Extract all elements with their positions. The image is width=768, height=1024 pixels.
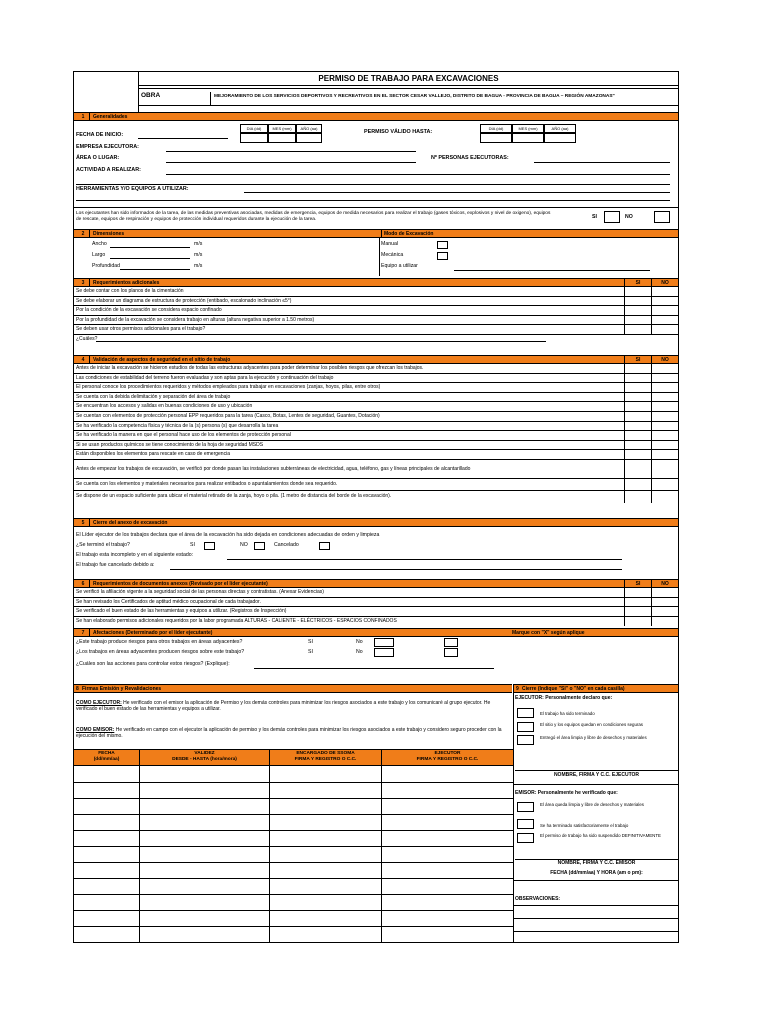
section-4-header: 4 Validación de aspectos de seguridad en el sitio de trabajo SI NO [74, 355, 678, 364]
fecha-inicio-date-boxes[interactable]: DIA (dd) MES (mm) AÑO (aa) [240, 124, 322, 143]
list-item: Si se usan productos químicos se tiene conocimiento de la hoja de seguridad MSDS [74, 441, 678, 451]
mecanica-label: Mecánica [381, 252, 404, 258]
list-item: Se debe elaborar un diagrama de estructura de protección (entibado, escalonado inclinación ≤5°) [74, 297, 678, 307]
como-ejecutor-block: COMO EJECUTOR: He verificado con el emisor la aplicación de Permiso y los demás controles para minimizar los riesgos asociados a este trabajo y los comunicaré al grupo ejecutor. He verificado el buen estado de las herramientas y equipos a utilizar. [76, 700, 491, 712]
modo-excavacion-title: Modo de Excavación [381, 230, 433, 238]
col-validez-header: VALIDEZ DESDE - HASTA (hora/mora) [140, 750, 270, 766]
col-encargado-header: ENCARGADO DE SSOMA FIRMA Y REGISTRO O C.C. [270, 750, 382, 766]
obra-row [139, 89, 678, 105]
herramientas-field[interactable] [244, 192, 670, 193]
fecha-inicio-label: FECHA DE INICIO: [76, 132, 124, 138]
fecha-inicio-field[interactable] [138, 138, 228, 139]
cierre-line-3: El trabajo esta incompleto y en el siguiente estado: [76, 552, 194, 558]
como-emisor-block: COMO EMISOR: He verificado en campo con el ejecutor la aplicación de permiso y los demás controles para minimizar los riesgos asociados a este trabajo y considero seguro proceder con la ejecución del mismo. [76, 727, 502, 739]
list-item: Se cuenta con los elementos y materiales necesarios para realizar entibados o apuntalamientos donde sea requerido. [74, 479, 678, 491]
cancelado-checkbox[interactable] [319, 542, 330, 550]
ejecutor-check-1[interactable] [517, 708, 534, 718]
herramientas-label: HERRAMIENTAS Y/O EQUIPOS A UTILIZAR: [76, 186, 189, 192]
section-3-list [74, 287, 678, 345]
mecanica-checkbox[interactable] [437, 252, 448, 260]
ancho-field[interactable] [110, 247, 190, 248]
list-item: Se debe contar con los planos de la cimentación [74, 287, 678, 297]
actividad-field[interactable] [166, 174, 670, 175]
emisor-check-2[interactable] [517, 819, 534, 829]
list-item: El personal conoce los procedimientos requeridos y métodos empleados para trabajar en excavaciones (zanjas, hoyos, pilas, entre otros) [74, 383, 678, 393]
terminado-si-checkbox[interactable] [204, 542, 215, 550]
terminado-no-checkbox[interactable] [254, 542, 265, 550]
section-4-title: Validación de aspectos de seguridad en el sitio de trabajo [89, 356, 230, 364]
obra-value: MEJORAMIENTO DE LOS SERVICIOS DEPORTIVOS Y RECREATIVOS EN EL SECTOR CESAR VALLEJO, DISTRITO DE BAGUA - PROVINCIA DE BAGUA – REGIÓN AMAZONAS" [214, 94, 615, 99]
list-item: Se verificó la afiliación vigente a la seguridad social de las personas directas y contratistas. (Anexar Evidencias) [74, 588, 678, 598]
header-title-row [139, 72, 678, 86]
list-item: Se encuentran los accesos y salidas en buenas condiciones de uso y ubicación [74, 402, 678, 412]
section-9-header: 9 Cierre (Indique "SI" o "NO" en cada casilla) [513, 684, 678, 693]
list-item: Se cuenta con la debida delimitación y separación del área de trabajo [74, 393, 678, 403]
equipo-field[interactable] [454, 270, 650, 271]
afectaciones-q2: ¿Los trabajos en áreas adyacentes producen riesgos sobre este trabajo? [76, 649, 245, 655]
empresa-label: EMPRESA EJECUTORA: [76, 144, 139, 150]
informed-si-checkbox[interactable] [604, 211, 620, 223]
cancelado-razon-field[interactable] [170, 569, 622, 570]
permiso-valido-label: PERMISO VÁLIDO HASTA: [364, 129, 433, 135]
list-item: Se ha verificado la competencia física y técnica de la (s) persona (s) que desarrolla la tarea [74, 422, 678, 432]
section-3-header: 3 Requerimientos adicionales SI NO [74, 278, 678, 287]
list-item: Se dispone de un espacio suficiente para ubicar el material retirado de la zanja, hoyo o pila. (1 metro de distancia del borde de la excavación). [74, 491, 678, 503]
list-item: ¿Cuáles? [74, 335, 678, 345]
personas-field[interactable] [534, 162, 670, 163]
section-6-header: 6 Requerimientos de documentos anexos (Revisado por el líder ejecutante) SI NO [74, 579, 678, 588]
section-2-header: 2 Dimensiones Modo de Excavación [74, 229, 678, 238]
observaciones-label: OBSERVACIONES: [515, 896, 561, 902]
acciones-field[interactable] [254, 668, 494, 669]
permiso-valido-date-boxes[interactable]: DIA (dd) MES (mm) AÑO (aa) [480, 124, 576, 143]
ejecutor-signature-field[interactable] [515, 770, 678, 771]
list-item: Están disponibles los elementos para rescate en caso de emergencia [74, 450, 678, 460]
col-ejecutor-header: EJECUTOR FIRMA Y REGISTRO O C.C. [382, 750, 513, 766]
col-fecha-header: FECHA (dd/mm/aa) [74, 750, 140, 766]
section-6-list [74, 588, 678, 626]
empresa-field[interactable] [166, 151, 416, 152]
informed-block: Los ejecutantes han sido informados de la tarea, de las medidas preventivas asociadas, medidas de emergencia, equipos de medida necesarios para realizar el trabajo (gases tóxicos, explosivos y nivel de oxigeno), equipos de rescate, equipos de respiración y equipos de protección individual requeridos durante la ejecución de la tarea. SI NO [74, 207, 678, 229]
list-item: Se ha verificado la manera en que el personal hace uso de los elementos de protección personal [74, 431, 678, 441]
ancho-label: Ancho [92, 241, 107, 247]
fecha-hora-label: FECHA (dd/mm/aa) Y HORA (am o pm): [550, 870, 643, 876]
cierre-line-4: El trabajo fue cancelado debido a: [76, 562, 155, 568]
ejecutor-declaro-heading: EJECUTOR: Personalmente declaro que: [515, 695, 613, 701]
manual-checkbox[interactable] [437, 241, 448, 249]
ejecutor-sign-label: NOMBRE, FIRMA Y C.C. EJECUTOR [553, 772, 640, 778]
list-item: Las condiciones de estabilidad del terreno fueron evaluadas y son aptas para la ejecución y continuación del trabajo [74, 374, 678, 384]
section-1-header: 1 Generalidades [74, 112, 678, 121]
q2-checkbox-a[interactable] [374, 648, 394, 657]
section-7-header: 7 Afectaciones (Determinado por el líder ejecutante) Marque con "X" según aplique [74, 628, 678, 637]
section-2-title: Dimensiones [89, 230, 379, 238]
list-item: Por la profundidad de la excavación se considera trabajo en alturas (altura negativa superior a 1.50 metros) [74, 316, 678, 326]
emisor-check-3[interactable] [517, 833, 534, 843]
section-4-list [74, 364, 678, 503]
profundidad-field[interactable] [120, 269, 190, 270]
area-field[interactable] [166, 162, 416, 163]
excavation-permit-form: PERMISO DE TRABAJO PARA EXCAVACIONES OBRA MEJORAMIENTO DE LOS SERVICIOS DEPORTIVOS Y RECREATIVOS EN EL SECTOR CESAR VALLEJO, DISTRITO DE BAGUA - PROVINCIA DE BAGUA – REGIÓN AMAZONAS" 1 Generalidades FECHA DE INICIO: DIA (dd) MES (mm) AÑO (aa) PERMISO VÁLIDO HASTA: DIA (dd) MES (mm) AÑO (aa) EMPRESA EJECUTORA: ÁREA O LUGAR: Nº PERSONAS EJECUTORAS: ACTIVIDAD A REALIZAR: HERRAMIENTAS Y/O EQUIPOS A UTILIZAR: Los ejecutantes han sido informados de la tarea, de las medidas preventivas asociadas, medidas de emergencia, equipos de medida necesarios para realizar el trabajo (gases tóxicos, explosivos y nivel de oxigeno), equipos de rescate, equipos de respiración y equipos de protección individual requeridos durante la ejecución de la tarea. SI NO 2 Dimensiones Modo de Excavación Ancho m/s Largo m/s Profundidad m/s Manual Mecánica Equipo a utilizar 3 Requerimientos adicionales SI NO Se debe contar con los planos de la cimentación Se debe elaborar un diagrama de estructura de protección (entibado, escalonado inclinación ≤5°) Por la condición de la excavación se considera espacio confinado Por la profundidad de la excavación se considera trabajo en alturas (altura negativa superior a 1.50 metros) Se deben usar otros permisos adicionales para el trabajo? ¿Cuáles? 4 Validación de aspectos de seguridad en el sitio de trabajo SI NO Antes de iniciar la excavación se hicieron estudios de todas las estructuras adyacentes para poder determinar los posibles riesgos que ofrezcan los trabajos. Las condiciones de estabilidad del terreno fueron evaluadas y son aptas para la ejecución y continuación del trabajo El personal conoce los procedimientos requeridos y métodos empleados para trabajar en excavaciones (zanjas, hoyos, pilas, entre otros) Se cuenta con la debida delimitación y separación del área de trabajo Se encuentran los accesos y salidas en buenas condiciones de uso y ubicación Se cuentan con elementos de protección personal EPP requeridos para la tarea (Casco, Botas, Lentes de seguridad, Guantes, Dotación) Se ha verificado la competencia física y técnica de la (s) persona (s) que desarrolla la tarea Se ha verificado la manera en que el personal hace uso de los elementos de protección personal Si se usan productos químicos se tiene conocimiento de la hoja de seguridad MSDS Están disponibles los elementos para rescate en caso de emergencia Antes de empezar los trabajos de excavación, se verificó por donde pasan las instalaciones subterráneas de electricidad, agua, teléfono, gas y líneas principales de alcantarillado Se cuenta con los elementos y materiales necesarios para realizar entibados o apuntalamientos donde sea requerido. Se dispone de un espacio suficiente para ubicar el material retirado de la zanja, hoyo o pila. (1 metro de distancia del borde de la excavación). 5 Cierre del anexo de excavación El Líder ejecutor de los trabajos declara que el área de la excavación ha sido dejada en condiciones adecuadas de orden y limpieza ¿Se terminó el trabajo? SI NO Cancelado El trabajo esta incompleto y en el siguiente estado: El trabajo fue cancelado debido a: 6 Requerimientos de documentos anexos (Revisado por el líder ejecutante) SI NO Se verificó la afiliación vigente a la seguridad social de las personas directas y contratistas. (Anexar Evidencias) Se han revisado los Certificados de aptitud médico ocupacional de cada trabajador. Se verificado el buen estado de las herramientas y equipos a utilizar. (Registros de Inspección) Se han elaborado permisos adicionales requeridos por la labor programada ALTURAS - CALIENTE - ELÉCTRICOS - ESPACIOS CONFINADOS 7 Afectaciones (Determinado por el líder ejecutante) Marque con "X" según aplique ¿Este trabajo produce riesgos para otros trabajos en áreas adyacentes? SI No ¿Los trabajos en áreas adyacentes producen riesgos sobre este trabajo? SI No ¿Cuáles son las acciones para controlar estos riesgos? (Explique): 8 Firmas Emisión y Revalidaciones 9 Cierre (Indique "SI" o "NO" en cada casilla) COMO EJECUTOR: He verificado con el emisor la aplicación de Permiso y los demás controles para minimizar los riesgos asociados a este trabajo y los comunicaré al grupo ejecutor. He verificado el buen estado de las herramientas y equipos a utilizar. COMO EMISOR: He verificado en campo con el ejecutor la aplicación de permiso y los demás controles para minimizar los riesgos asociados a este trabajo y considero seguro proceder con la ejecución del mismo. FECHA (dd/mm/aa) VALIDEZ DESDE - HASTA (hora/mora) ENCARGADO DE SSOMA FIRMA Y REGISTRO O C.C. EJECUTOR FIRMA Y REGISTRO O C.C. EJECUTOR: Personalmente declaro que: El trabajo ha sido terminado El sitio y los equipos quedan en condiciones seguras Entregó el área limpia y libre de desechos y materiales NOMBRE, FIRMA Y C.C. EJECUTOR EMISOR: Personalmente he verificado que: El área queda limpia y libre de desechos y materiales Se ha terminado satisfactoriamente el trabajo El permiso de trabajo ha sido suspendido DEFINITIVAMENTE NOMBRE, FIRMA Y C.C. EMISOR FECHA (dd/mm/aa) Y HORA (am o pm): OBSERVACIONES: [73, 71, 679, 943]
section-5-title: Cierre del anexo de excavación [89, 519, 167, 527]
section-5-header: 5 Cierre del anexo de excavación [74, 518, 678, 527]
afectaciones-q1: ¿Este trabajo produce riesgos para otros trabajos en áreas adyacentes? [76, 639, 243, 645]
signatures-table [74, 749, 513, 942]
section-8-header: 8 Firmas Emisión y Revalidaciones [74, 684, 512, 693]
emisor-verificado-heading: EMISOR: Personalmente he verificado que: [515, 790, 618, 796]
emisor-sign-label: NOMBRE, FIRMA Y C.C. EMISOR [557, 860, 636, 866]
area-label: ÁREA O LUGAR: [76, 155, 120, 161]
estado-field[interactable] [227, 559, 622, 560]
list-item: Antes de empezar los trabajos de excavación, se verificó por donde pasan las instalaciones subterráneas de electricidad, agua, teléfono, gas y líneas principales de alcantarillado [74, 460, 678, 479]
ejecutor-check-2[interactable] [517, 722, 534, 732]
list-item: Se verificado el buen estado de las herramientas y equipos a utilizar. (Registros de Inspección) [74, 607, 678, 617]
list-item: Se deben usar otros permisos adicionales para el trabajo? [74, 325, 678, 335]
informed-no-checkbox[interactable] [654, 211, 670, 223]
list-item: Se han revisado los Certificados de aptitud médico ocupacional de cada trabajador. [74, 598, 678, 608]
page-title: PERMISO DE TRABAJO PARA EXCAVACIONES [318, 74, 499, 83]
section-9-title: Cierre (Indique "SI" o "NO" en cada casilla) [522, 686, 625, 692]
section-7-title: Afectaciones (Determinado por el líder ejecutante) [89, 629, 212, 637]
afectaciones-q3: ¿Cuáles son las acciones para controlar estos riesgos? (Explique): [76, 661, 230, 667]
informed-text: Los ejecutantes han sido informados de la tarea, de las medidas preventivas asociadas, medidas de emergencia, equipos de medida necesarios para realizar el trabajo (gases tóxicos, explosivos y nivel de oxigeno), equipos de rescate, equipos de respiración y equipos de protección individual requeridos durante la ejecución de la tarea. [76, 211, 551, 222]
equipo-label: Equipo a utilizar [381, 263, 418, 269]
largo-field[interactable] [110, 258, 190, 259]
q1-checkbox-b[interactable] [444, 638, 458, 647]
largo-label: Largo [92, 252, 106, 258]
obra-label: OBRA [141, 92, 211, 105]
section-6-title: Requerimientos de documentos anexos (Revisado por el líder ejecutante) [89, 580, 268, 588]
emisor-check-1[interactable] [517, 802, 534, 812]
manual-label: Manual [381, 241, 399, 247]
ejecutor-check-3[interactable] [517, 735, 534, 745]
cierre-line-1: El Líder ejecutor de los trabajos declara que el área de la excavación ha sido dejada en condiciones adecuadas de orden y limpieza [76, 532, 380, 538]
cierre-line-2: ¿Se terminó el trabajo? [76, 542, 130, 548]
list-item: Se cuentan con elementos de protección personal EPP requeridos para la tarea (Casco, Botas, Lentes de seguridad, Guantes, Dotación) [74, 412, 678, 422]
list-item: Por la condición de la excavación se considera espacio confinado [74, 306, 678, 316]
section-3-title: Requerimientos adicionales [89, 279, 159, 287]
cuales-field[interactable] [96, 341, 546, 342]
section-8-title: Firmas Emisión y Revalidaciones [82, 686, 162, 692]
actividad-label: ACTIVIDAD A REALIZAR: [76, 167, 141, 173]
q1-checkbox-a[interactable] [374, 638, 394, 647]
q2-checkbox-b[interactable] [444, 648, 458, 657]
marque-label: Marque con "X" según aplique [512, 630, 585, 636]
list-item: Antes de iniciar la excavación se hicieron estudios de todas las estructuras adyacentes para poder determinar los posibles riesgos que ofrezcan los trabajos. [74, 364, 678, 374]
list-item: Se han elaborado permisos adicionales requeridos por la labor programada ALTURAS - CALIENTE - ELÉCTRICOS - ESPACIOS CONFINADOS [74, 617, 678, 627]
section-1-title: Generalidades [89, 113, 127, 121]
personas-label: Nº PERSONAS EJECUTORAS: [431, 155, 509, 161]
profundidad-label: Profundidad [92, 263, 120, 269]
logo-area [74, 72, 139, 112]
